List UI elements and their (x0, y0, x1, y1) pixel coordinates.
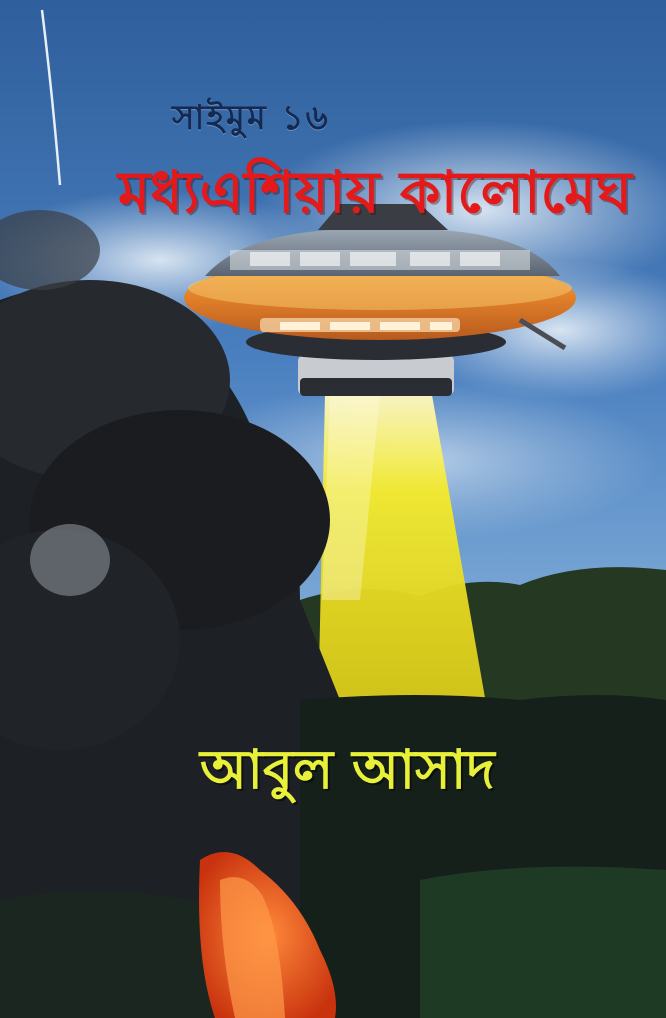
author-name: আবুল আসাদ (200, 738, 495, 801)
series-title: সাইমুম ১৬ (172, 98, 330, 138)
book-title: মধ্যএশিয়ায় কালোমেঘ (118, 158, 632, 226)
